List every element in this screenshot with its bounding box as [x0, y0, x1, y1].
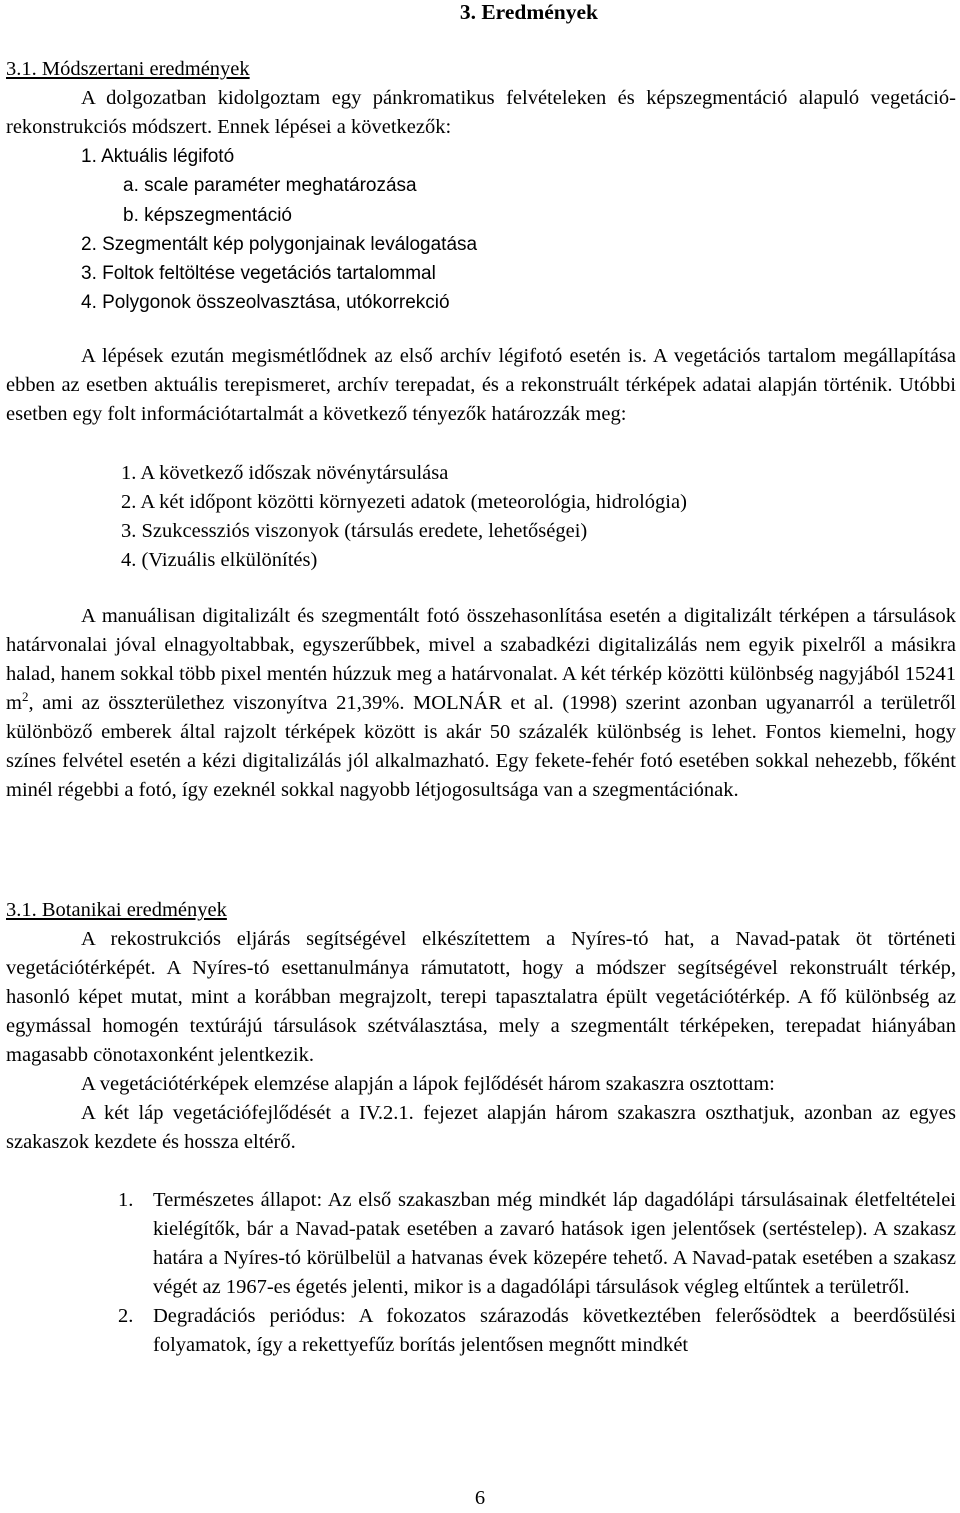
factor-item: 2. A két időpont közötti környezeti adatok (meteorológia, hidrológia)	[121, 491, 687, 513]
step-item: 2. Szegmentált kép polygonjainak leválogatása	[81, 233, 478, 255]
superscript-2: 2	[21, 689, 29, 705]
step-item: 4. Polygonok összeolvasztása, utókorrekció	[81, 292, 450, 314]
methods-section	[6, 55, 956, 142]
botany-section	[6, 896, 956, 1157]
methods-intro: A dolgozatban kidolgoztam egy pánkromatikus felvételeken és képszegmentáció alapuló vegetáció-rekonstrukciós módszert. Ennek lépései a következők:	[6, 87, 956, 138]
methods-para3-block	[6, 602, 956, 805]
methods-para2: A lépések ezután megismétlődnek az első archív légifotó esetén is. A vegetációs tartalom megállapítása ebben az esetben aktuális terepismeret, archív terepadat, és a rekonstruált térképek adatai alapján történik. Utóbbi esetben egy folt információtartalmát a következő tényezők határozzák meg:	[6, 345, 956, 425]
methods-para2-block	[6, 342, 956, 429]
period-text: Degradációs periódus: A fokozatos szárazodás következtében felerősödtek a beerdősülési folyamatok, így a rekettyefűz borítás jelentősen megnőtt mindkét	[153, 1305, 956, 1356]
methods-heading: 3.1. Módszertani eredmények	[6, 58, 250, 80]
factors-list	[121, 459, 687, 575]
factor-item: 4. (Vizuális elkülönítés)	[121, 549, 318, 571]
methods-steps-list	[81, 142, 477, 318]
period-item	[118, 1302, 956, 1360]
step-item: 3. Foltok feltöltése vegetációs tartalommal	[81, 263, 436, 285]
factor-item: 1. A következő időszak növénytársulása	[121, 462, 449, 484]
factor-item: 3. Szukcessziós viszonyok (társulás eredete, lehetőségei)	[121, 520, 588, 542]
step-item: a. scale paraméter meghatározása	[123, 175, 417, 197]
step-item: 1. Aktuális légifotó	[81, 146, 235, 167]
botany-heading: 3.1. Botanikai eredmények	[6, 899, 227, 921]
para3-text-a: A manuálisan digitalizált és szegmentált fotó összehasonlítása esetén a digitalizált térképen a társulások határvonalai jóval elnagyoltabbak, egyszerűbbek, mivel a szabadkézi digitalizálás nem egyik pixelről a másikra halad, hanem sokkal több pixel mentén húzzuk meg a határvonalat. A két térkép közötti különbség nagyjából 15241 m	[6, 605, 956, 714]
para3-text-b: , ami az összterülethez viszonyítva 21,39%. MOLNÁR et al. (1998) szerint azonban ugyanarról a területről különböző emberek által rajzolt térképek között is akár 50 százalék különbség is lehet. Fontos kiemelni, hogy színes felvétel esetén a kézi digitalizálás jól alkalmazható. Egy fekete-fehér fotó esetében sokkal nehezebb, főként minél régebbi a fotó, így ezeknél sokkal nagyobb létjogosultsága van a szegmentációnak.	[6, 692, 956, 801]
chapter-title: 3. Eredmények	[459, 0, 598, 24]
botany-para2: A vegetációtérképek elemzése alapján a lápok fejlődését három szakaszra osztottam:	[81, 1073, 775, 1095]
page-number: 6	[474, 1487, 486, 1509]
period-number: 1.	[118, 1189, 134, 1211]
period-number: 2.	[118, 1305, 134, 1327]
methods-para3	[6, 602, 956, 805]
period-item	[118, 1186, 956, 1302]
step-item: b. képszegmentáció	[123, 204, 292, 226]
botany-para3: A két láp vegetációfejlődését a IV.2.1. fejezet alapján három szakaszra oszthatjuk, azonban az egyes szakaszok kezdete és hossza eltérő.	[6, 1102, 956, 1153]
periods-list	[118, 1186, 956, 1360]
botany-para1: A rekostrukciós eljárás segítségével elkészítettem a Nyíres-tó hat, a Navad-patak öt történeti vegetációtérképét. A Nyíres-tó esettanulmánya rámutatott, hogy a módszer segítségével rekonstruált térkép, hasonló képet mutat, mint a korábban megrajzolt, terepi tapasztalatra épült vegetációtérkép. A fő különbség az egymással homogén textúrájú társulások szétválasztása, mely a szegmentált térképeken, terepadat hiányában magasabb cönotaxonként jelentkezik.	[6, 928, 956, 1066]
period-text: Természetes állapot: Az első szakaszban még mindkét láp dagadólápi társulásainak életfeltételei kielégítők, bár a Navad-patak esetében a zavaró hatások igen jelentősek (sertéstelep). A szakasz határa a Nyíres-tó körülbelül a hatvanas évek közepére tehető. A Navad-patak esetében a szakasz végét az 1967-es égetés jelenti, mikor is a dagadólápi társulások végleg eltűntek a területről.	[153, 1189, 956, 1298]
